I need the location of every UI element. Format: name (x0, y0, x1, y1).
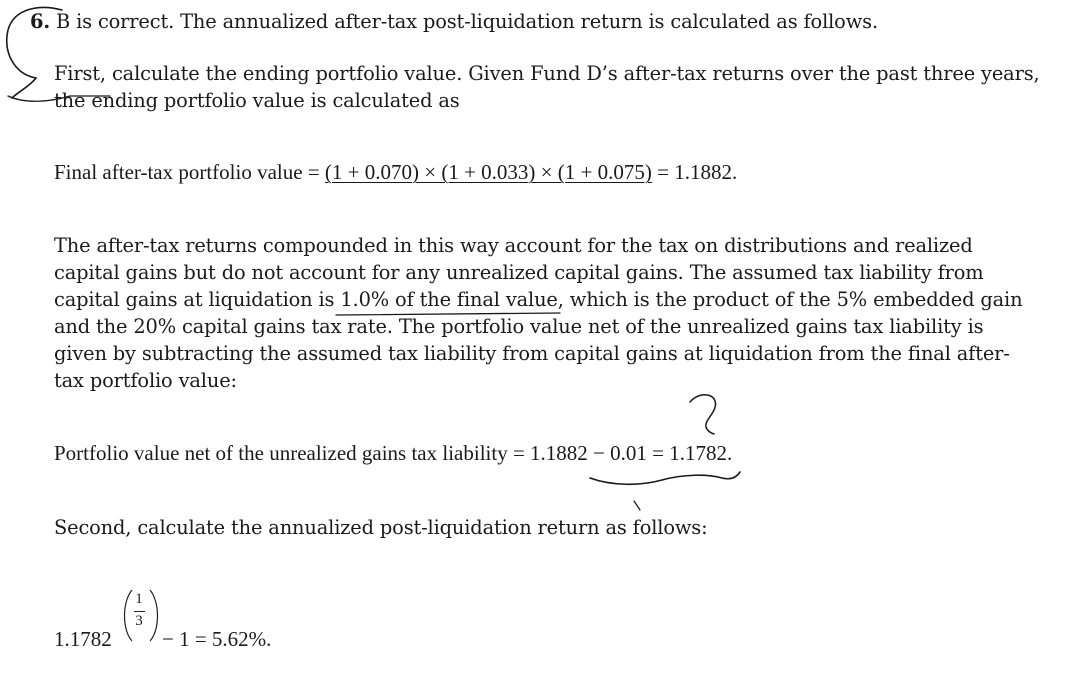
second-step-text: Second, calculate the annualized post-liquidation return as follows: (54, 516, 708, 539)
final-value-label: Final after-tax portfolio value = (54, 160, 325, 184)
intro-line (30, 8, 878, 35)
question-number: 6. (30, 10, 50, 33)
final-value-result: = 1.1882. (651, 160, 738, 184)
intro-text: B is correct. The annualized after-tax post-liquidation return is calculated as follows. (55, 10, 878, 33)
final-value-expression: (1 + 0.070) × (1 + 0.033) × (1 + 0.075) (324, 160, 652, 184)
second-para-line-5: given by subtracting the assumed tax liability from capital gains at liquidation from the final after- (54, 342, 1010, 365)
first-para-line-1: First, calculate the ending portfolio value. Given Fund D’s after-tax returns over the past three years, (54, 62, 1040, 85)
formula-tail: − 1 = 5.62%. (162, 627, 272, 651)
net-value-equation: Portfolio value net of the unrealized gains tax liability = 1.1882 − 0.01 = 1.1782. (54, 441, 733, 465)
exponent-numerator: 1 (135, 591, 143, 607)
exponent-denominator: 3 (135, 613, 143, 629)
second-para-line-2: capital gains but do not account for any unrealized capital gains. The assumed tax liability from (54, 261, 984, 284)
second-para-line-3: capital gains at liquidation is 1.0% of the final value, which is the product of the 5% embedded gain (54, 288, 1023, 311)
first-para-line-2: the ending portfolio value is calculated as (54, 89, 460, 112)
second-para-line-6: tax portfolio value: (54, 369, 237, 392)
second-para-line-1: The after-tax returns compounded in this way account for the tax on distributions and realized (54, 234, 973, 257)
final-value-equation (54, 159, 737, 186)
formula-exponent (124, 585, 154, 641)
second-para-line-4: and the 20% capital gains tax rate. The portfolio value net of the unrealized gains tax liability is (54, 315, 984, 338)
exponent-fraction-bar (134, 611, 145, 612)
formula-base: 1.1782 (54, 627, 112, 651)
